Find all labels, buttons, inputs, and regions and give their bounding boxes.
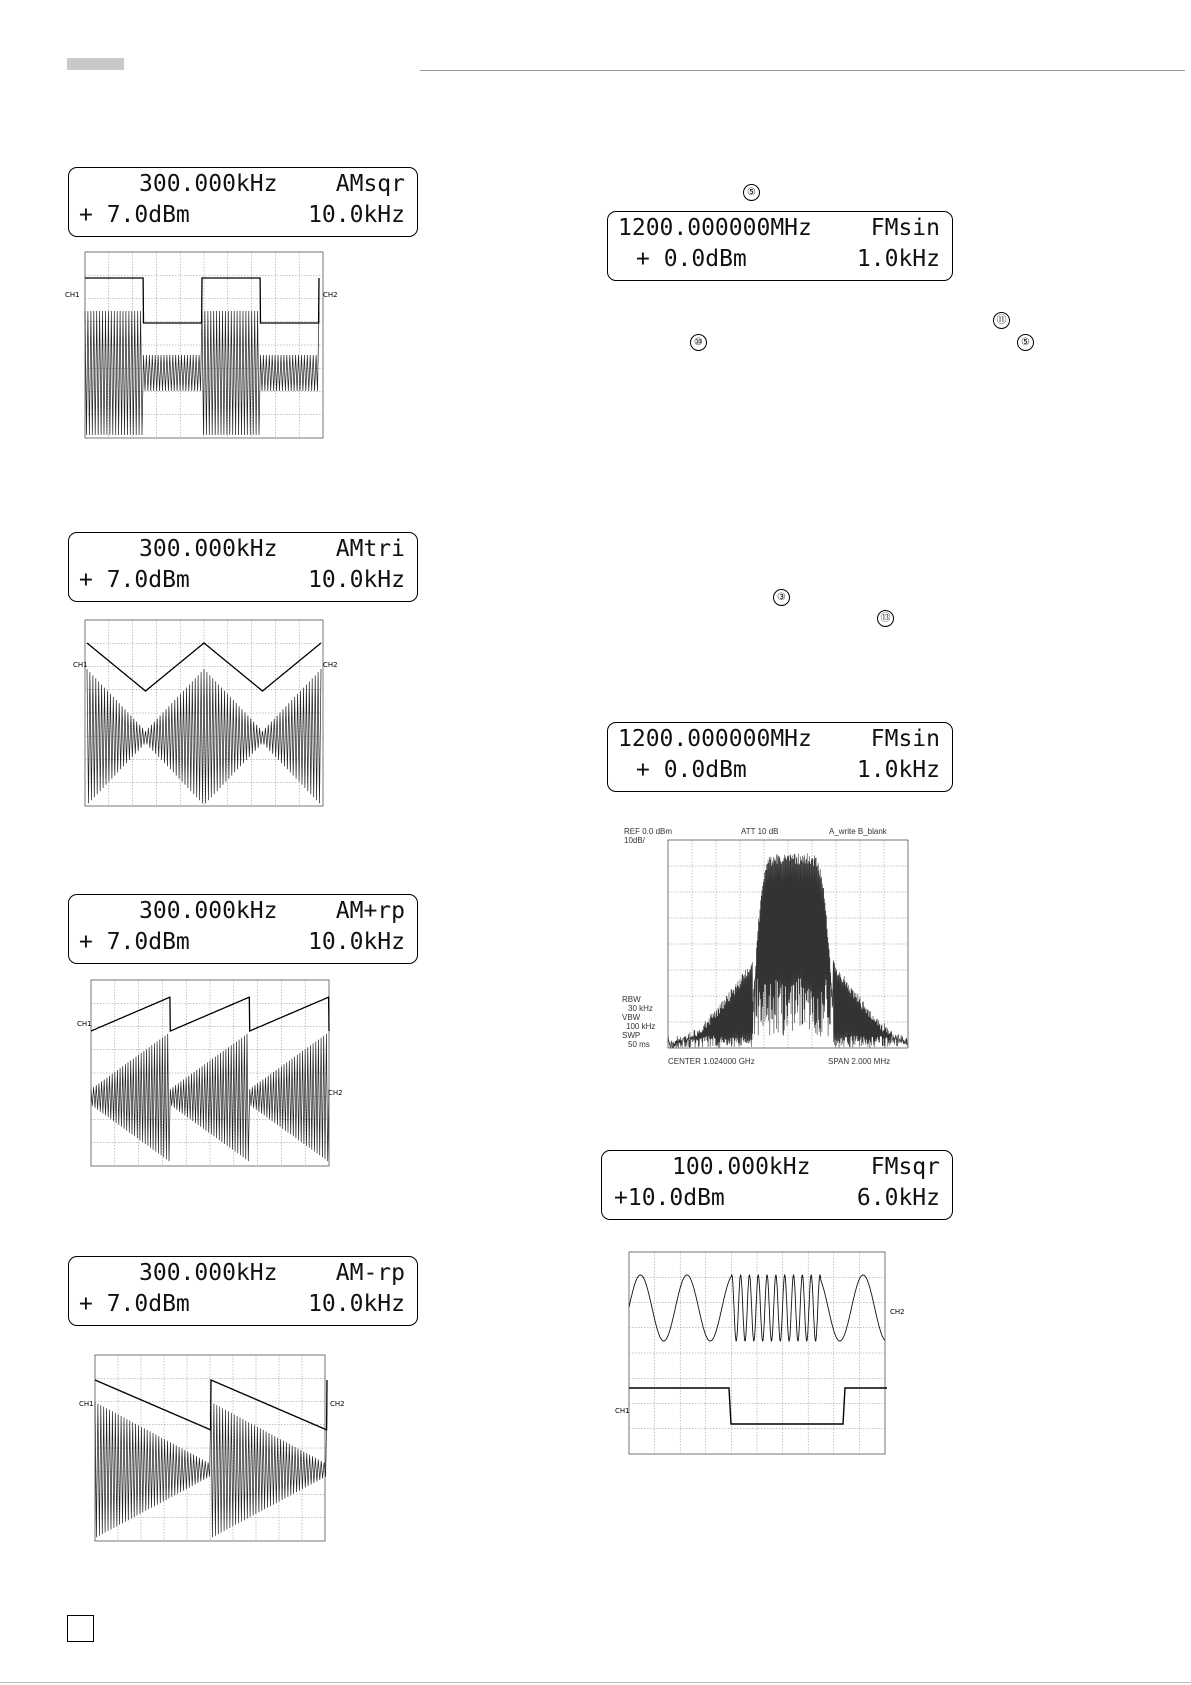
lcd-mode: AMtri <box>335 536 405 562</box>
ref-marker-11: ⑪ <box>993 312 1010 329</box>
scope-am-ramp-down <box>65 1352 355 1544</box>
ch1-label: CH1 <box>615 1407 630 1415</box>
scope-am-triangle <box>65 617 355 809</box>
lcd-level: + 7.0dBm <box>79 567 190 593</box>
page-number-box <box>67 1615 94 1642</box>
ch2-label: CH2 <box>330 1400 345 1408</box>
spectrum-trace-mode: A_write B_blank <box>829 827 887 836</box>
spectrum-analyzer <box>616 822 916 1070</box>
ch1-label: CH1 <box>77 1020 92 1028</box>
lcd-display-am-ramp-up <box>68 894 418 964</box>
lcd-rate: 1.0kHz <box>856 246 940 272</box>
ref-marker-3: ③ <box>773 589 790 606</box>
spectrum-rbw: 30 kHz <box>628 1004 653 1013</box>
lcd-level: +10.0dBm <box>614 1185 725 1211</box>
lcd-frequency: 1200.000000MHz <box>618 215 812 241</box>
lcd-display-amtri <box>68 532 418 602</box>
spectrum-ref: REF 0.0 dBm <box>624 827 673 836</box>
lcd-rate: 6.0kHz <box>856 1185 940 1211</box>
page-header-tab <box>67 58 124 70</box>
scope-am-square <box>65 248 355 443</box>
lcd-display-fmsin-1 <box>607 211 953 281</box>
lcd-mode: AMsqr <box>335 171 405 197</box>
spectrum-rbw-label: RBW <box>622 995 641 1004</box>
spectrum-vbw: 100 kHz <box>626 1022 656 1031</box>
scope-fm-square <box>615 1248 917 1458</box>
scope-trace <box>629 1275 887 1424</box>
lcd-rate: 10.0kHz <box>308 1291 405 1317</box>
lcd-display-fmsqr <box>601 1150 953 1220</box>
lcd-frequency: 1200.000000MHz <box>618 726 812 752</box>
lcd-display-am-ramp-down <box>68 1256 418 1326</box>
square-modulating-waveform <box>629 1388 887 1424</box>
ch1-label: CH1 <box>79 1400 94 1408</box>
lcd-frequency: 300.000kHz <box>139 171 278 197</box>
spectrum-trace-line <box>668 853 908 1048</box>
lcd-level: + 7.0dBm <box>79 202 190 228</box>
lcd-display-fmsin-2 <box>607 722 953 792</box>
ch1-label: CH1 <box>73 661 88 669</box>
lcd-level: + 7.0dBm <box>79 929 190 955</box>
spectrum-swp: 50 ms <box>628 1040 650 1049</box>
spectrum-vbw-label: VBW <box>622 1013 641 1022</box>
scope-trace <box>85 278 319 435</box>
scope-grid <box>85 620 323 806</box>
lcd-frequency: 300.000kHz <box>139 1260 278 1286</box>
spectrum-scale: 10dB/ <box>624 836 645 845</box>
ch2-label: CH2 <box>890 1308 905 1316</box>
ch2-label: CH2 <box>323 291 338 299</box>
scope-am-ramp-up <box>65 977 360 1169</box>
lcd-rate: 10.0kHz <box>308 567 405 593</box>
lcd-mode: AM+rp <box>335 898 405 924</box>
spectrum-trace <box>668 853 908 1048</box>
ch1-label: CH1 <box>65 291 80 299</box>
lcd-level: + 7.0dBm <box>79 1291 190 1317</box>
lcd-mode: FMsin <box>870 215 940 241</box>
lcd-frequency: 100.000kHz <box>672 1154 811 1180</box>
ref-marker-5: ⑤ <box>743 184 760 201</box>
lcd-mode: FMsin <box>870 726 940 752</box>
ref-marker-10: ⑩ <box>690 334 707 351</box>
carrier-waveform <box>85 311 319 435</box>
ref-marker-5: ⑤ <box>1017 334 1034 351</box>
spectrum-center: CENTER 1.024000 GHz <box>668 1057 755 1066</box>
lcd-frequency: 300.000kHz <box>139 536 278 562</box>
lcd-display-amsqr <box>68 167 418 237</box>
spectrum-att: ATT 10 dB <box>741 827 779 836</box>
scope-trace <box>95 1380 327 1537</box>
spectrum-swp-label: SWP <box>622 1031 641 1040</box>
header-rule <box>420 70 1185 71</box>
bottom-rule <box>0 1682 1191 1683</box>
lcd-level: + 0.0dBm <box>636 246 747 272</box>
ch2-label: CH2 <box>323 661 338 669</box>
spectrum-span: SPAN 2.000 MHz <box>828 1057 891 1066</box>
lcd-mode: AM-rp <box>335 1260 405 1286</box>
lcd-frequency: 300.000kHz <box>139 898 278 924</box>
lcd-mode: FMsqr <box>870 1154 940 1180</box>
lcd-rate: 10.0kHz <box>308 929 405 955</box>
ref-marker-13: ⑬ <box>877 610 894 627</box>
lcd-rate: 1.0kHz <box>856 757 940 783</box>
ch2-label: CH2 <box>328 1089 343 1097</box>
lcd-level: + 0.0dBm <box>636 757 747 783</box>
lcd-rate: 10.0kHz <box>308 202 405 228</box>
